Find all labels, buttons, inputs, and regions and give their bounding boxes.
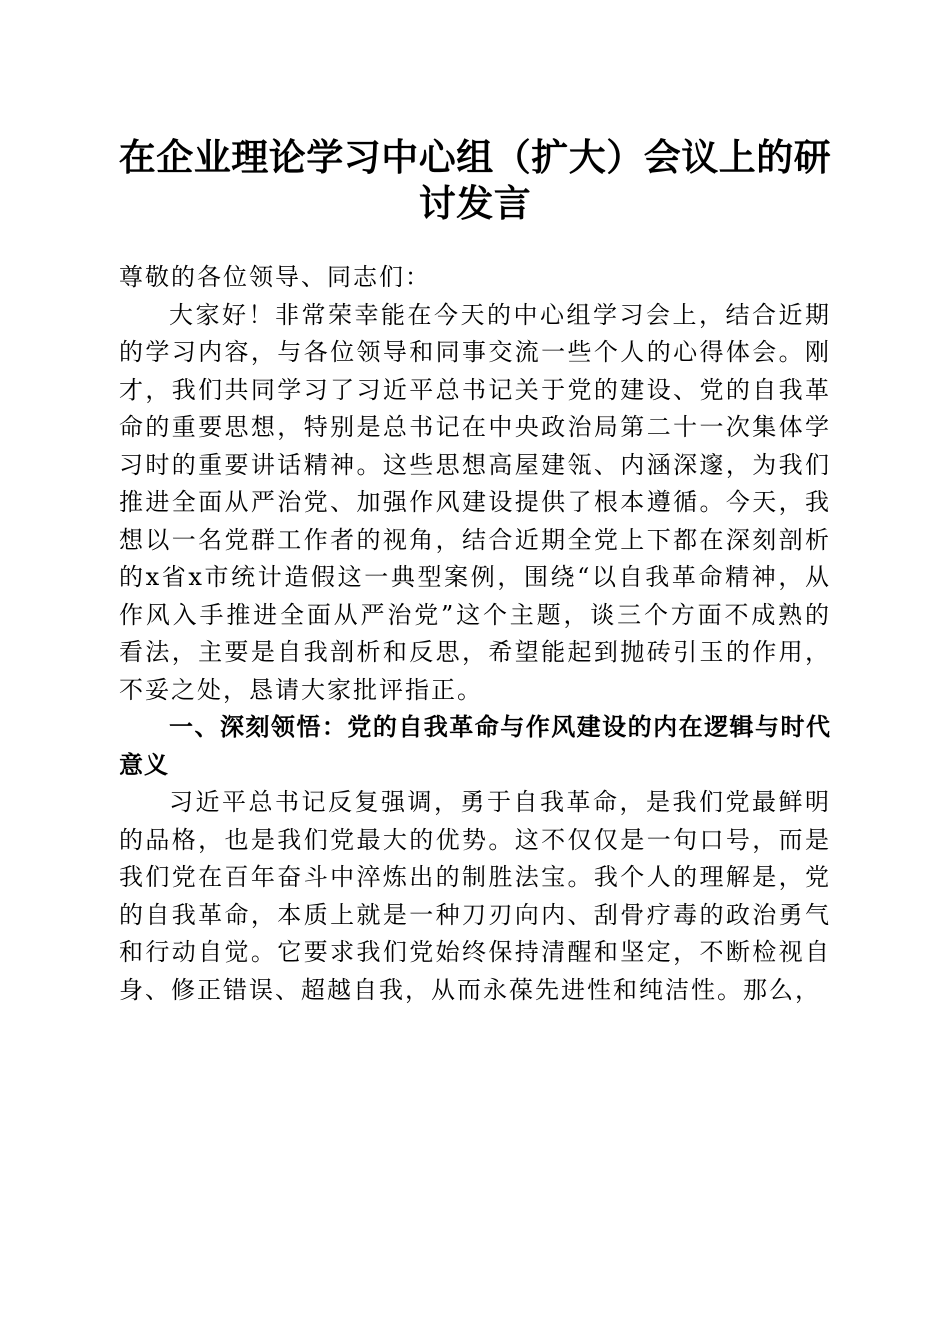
intro-paragraph: 大家好！非常荣幸能在今天的中心组学习会上，结合近期的学习内容，与各位领导和同事交流一些个人的心得体会。刚才，我们共同学习了习近平总书记关于党的建设、党的自我革命的重要思想，特别是总书记在中央政治局第二十一次集体学习时的重要讲话精神。这些思想高屋建瓴、内涵深邃，为我们推进全面从严治党、加强作风建设提供了根本遵循。今天，我想以一名党群工作者的视角，结合近期全党上下都在深刻剖析的x省x市统计造假这一典型案例，围绕“以自我革命精神，从作风入手推进全面从严治党”这个主题，谈三个方面不成熟的看法，主要是自我剖析和反思，希望能起到抛砖引玉的作用，不妥之处，恳请大家批评指正。	[119, 300, 831, 704]
document-title: 在企业理论学习中心组（扩大）会议上的研讨发言	[118, 135, 832, 225]
section-heading: 一、深刻领悟：党的自我革命与作风建设的内在逻辑与时代意义	[119, 713, 831, 779]
section-paragraph: 习近平总书记反复强调，勇于自我革命，是我们党最鲜明的品格，也是我们党最大的优势。这不仅仅是一句口号，而是我们党在百年奋斗中淬炼出的制胜法宝。我个人的理解是，党的自我革命，本质上就是一种刀刃向内、刮骨疗毒的政治勇气和行动自觉。它要求我们党始终保持清醒和坚定，不断检视自身、修正错误、超越自我，从而永葆先进性和纯洁性。那么，	[119, 788, 831, 1004]
document-body	[119, 259, 831, 1009]
salutation: 尊敬的各位领导、同志们：	[119, 263, 431, 291]
